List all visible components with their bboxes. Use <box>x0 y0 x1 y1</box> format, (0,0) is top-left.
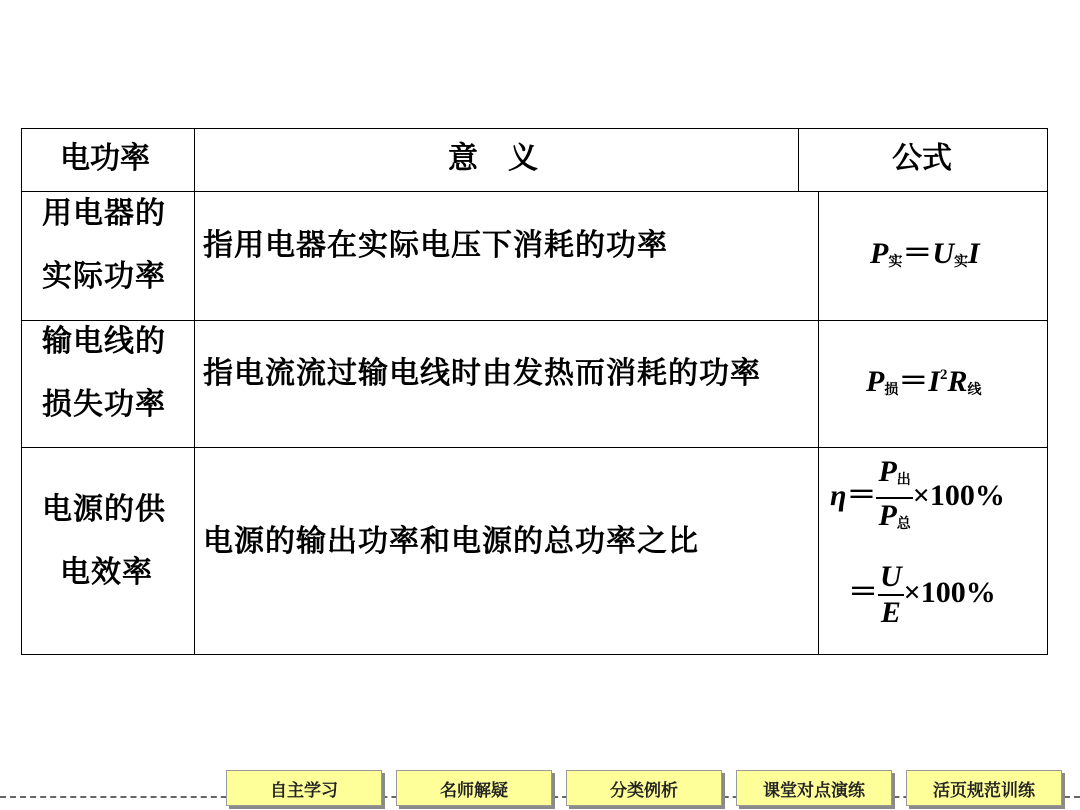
formula-R: R <box>947 365 968 398</box>
row1-name-line1: 用电器的 <box>42 196 166 231</box>
formula-sub: 损 <box>884 382 899 398</box>
table-border-right <box>1047 128 1048 655</box>
header-meaning: 意 义 <box>448 141 538 176</box>
row3-meaning: 电源的输出功率和电源的总功率之比 <box>203 524 699 559</box>
table-border-col1 <box>194 128 195 655</box>
formula-eq: ＝ <box>898 365 929 398</box>
fraction-denominator <box>876 499 912 541</box>
nav-button-self-study[interactable]: 自主学习 <box>226 770 382 806</box>
formula-I: I <box>968 237 980 270</box>
formula-sub: 实 <box>888 254 903 270</box>
formula-P: P <box>878 455 897 488</box>
row3-formula-efficiency <box>830 455 1005 541</box>
table-border-header <box>21 191 1048 192</box>
row2-name-line2: 损失功率 <box>42 387 166 422</box>
fraction-numerator: U <box>878 560 904 596</box>
table-border-col2-body <box>818 191 819 655</box>
formula-eta: η <box>830 478 847 512</box>
formula-P: P <box>870 237 889 270</box>
formula-sub: 出 <box>896 472 911 488</box>
row1-formula <box>870 228 980 272</box>
formula-eq: ＝ <box>846 478 877 512</box>
nav-button-class-practice[interactable]: 课堂对点演练 <box>736 770 892 806</box>
formula-eq: ＝ <box>902 237 933 270</box>
formula-eq: ＝ <box>848 575 878 609</box>
formula-P: P <box>878 499 897 532</box>
formula-sup: 2 <box>940 367 948 383</box>
nav-button-teacher-explain[interactable]: 名师解疑 <box>396 770 552 806</box>
row3-name-line2: 电效率 <box>60 555 153 590</box>
formula-times: ×100% <box>903 575 996 609</box>
nav-button-category-examples[interactable]: 分类例析 <box>566 770 722 806</box>
fraction-numerator <box>876 455 912 499</box>
table-border-left <box>21 128 22 655</box>
header-power: 电功率 <box>60 141 150 176</box>
formula-sub: 线 <box>967 382 982 398</box>
table-border-col2-header <box>798 128 799 192</box>
formula-P: P <box>866 365 885 398</box>
fraction-denominator: E <box>880 596 901 629</box>
formula-fraction <box>878 560 904 630</box>
formula-times: ×100% <box>912 478 1005 512</box>
row2-formula <box>866 356 982 400</box>
row3-formula-voltage <box>848 560 996 630</box>
formula-I: I <box>928 365 941 398</box>
formula-sub: 实 <box>954 254 968 270</box>
table-border-bottom <box>21 654 1048 655</box>
formula-U: U <box>932 237 954 270</box>
row1-name-line2: 实际功率 <box>42 259 166 294</box>
row1-meaning: 指用电器在实际电压下消耗的功率 <box>203 228 668 263</box>
header-formula: 公式 <box>892 141 952 176</box>
table-border-top <box>21 128 1048 129</box>
row2-name-line1: 输电线的 <box>42 324 166 359</box>
table-border-row1 <box>21 320 1048 321</box>
table-border-row2 <box>21 447 1048 448</box>
row3-name-line1: 电源的供 <box>42 492 166 527</box>
formula-sub: 总 <box>896 516 911 532</box>
nav-button-loose-leaf-training[interactable]: 活页规范训练 <box>906 770 1062 806</box>
row2-meaning: 指电流流过输电线时由发热而消耗的功率 <box>203 356 761 391</box>
formula-fraction <box>876 455 912 541</box>
